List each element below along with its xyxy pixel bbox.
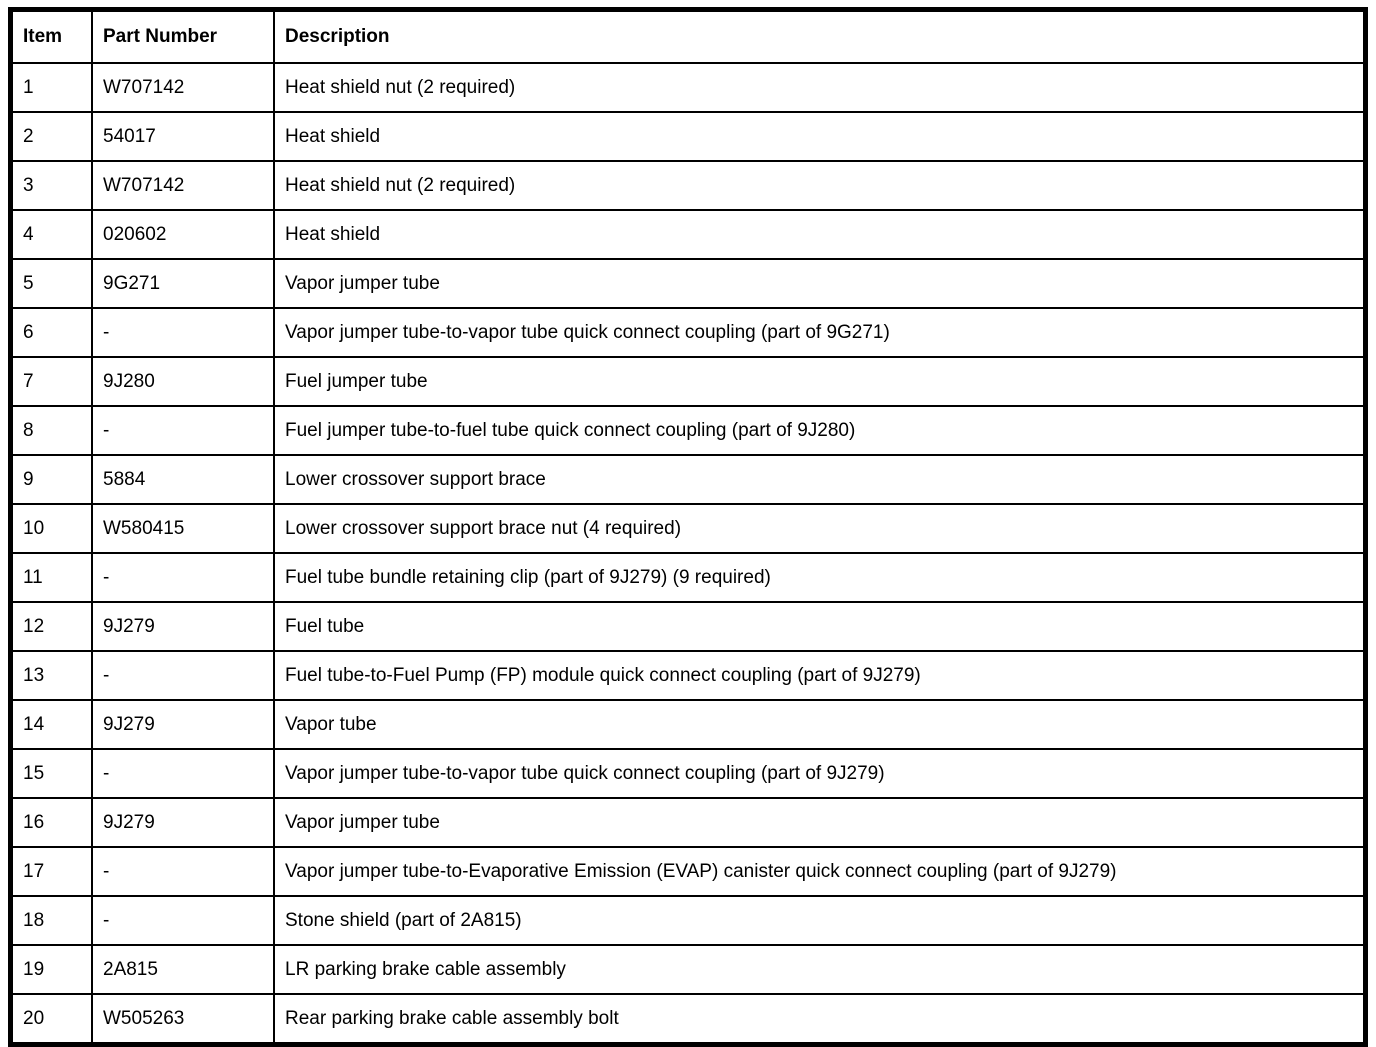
- part-number-cell: -: [92, 308, 274, 357]
- part-number-cell: -: [92, 406, 274, 455]
- table-row: [11, 112, 1366, 161]
- table-row: [11, 553, 1366, 602]
- header-item: Item: [11, 10, 93, 64]
- description-cell: Heat shield: [274, 210, 1366, 259]
- table-row: [11, 406, 1366, 455]
- table-row: [11, 749, 1366, 798]
- table-row: [11, 504, 1366, 553]
- table-row: [11, 798, 1366, 847]
- item-cell: 19: [11, 945, 93, 994]
- table-row: [11, 847, 1366, 896]
- part-number-cell: 020602: [92, 210, 274, 259]
- part-number-cell: 9G271: [92, 259, 274, 308]
- table-row: [11, 259, 1366, 308]
- parts-table: [8, 7, 1368, 1047]
- part-number-cell: 9J279: [92, 798, 274, 847]
- description-cell: Vapor jumper tube-to-vapor tube quick connect coupling (part of 9J279): [274, 749, 1366, 798]
- table-row: [11, 308, 1366, 357]
- header-row: [11, 10, 1366, 64]
- item-cell: 4: [11, 210, 93, 259]
- description-cell: Fuel tube-to-Fuel Pump (FP) module quick connect coupling (part of 9J279): [274, 651, 1366, 700]
- item-cell: 15: [11, 749, 93, 798]
- parts-table-head: [11, 10, 1366, 64]
- description-cell: Fuel jumper tube: [274, 357, 1366, 406]
- part-number-cell: 9J279: [92, 700, 274, 749]
- table-row: [11, 896, 1366, 945]
- description-cell: Heat shield nut (2 required): [274, 63, 1366, 112]
- table-row: [11, 651, 1366, 700]
- item-cell: 16: [11, 798, 93, 847]
- description-cell: Lower crossover support brace: [274, 455, 1366, 504]
- item-cell: 20: [11, 994, 93, 1045]
- description-cell: Rear parking brake cable assembly bolt: [274, 994, 1366, 1045]
- item-cell: 1: [11, 63, 93, 112]
- description-cell: Vapor jumper tube: [274, 259, 1366, 308]
- part-number-cell: W707142: [92, 161, 274, 210]
- part-number-cell: 2A815: [92, 945, 274, 994]
- part-number-cell: W580415: [92, 504, 274, 553]
- item-cell: 17: [11, 847, 93, 896]
- item-cell: 5: [11, 259, 93, 308]
- item-cell: 6: [11, 308, 93, 357]
- part-number-cell: -: [92, 749, 274, 798]
- header-description: Description: [274, 10, 1366, 64]
- item-cell: 10: [11, 504, 93, 553]
- description-cell: Heat shield: [274, 112, 1366, 161]
- description-cell: LR parking brake cable assembly: [274, 945, 1366, 994]
- part-number-cell: 9J279: [92, 602, 274, 651]
- description-cell: Vapor jumper tube-to-Evaporative Emission (EVAP) canister quick connect coupling (part of 9J279): [274, 847, 1366, 896]
- header-part-number: Part Number: [92, 10, 274, 64]
- description-cell: Stone shield (part of 2A815): [274, 896, 1366, 945]
- description-cell: Fuel jumper tube-to-fuel tube quick connect coupling (part of 9J280): [274, 406, 1366, 455]
- table-row: [11, 161, 1366, 210]
- description-cell: Fuel tube: [274, 602, 1366, 651]
- part-number-cell: -: [92, 847, 274, 896]
- item-cell: 2: [11, 112, 93, 161]
- part-number-cell: 9J280: [92, 357, 274, 406]
- part-number-cell: -: [92, 896, 274, 945]
- part-number-cell: W707142: [92, 63, 274, 112]
- description-cell: Lower crossover support brace nut (4 required): [274, 504, 1366, 553]
- item-cell: 12: [11, 602, 93, 651]
- description-cell: Fuel tube bundle retaining clip (part of 9J279) (9 required): [274, 553, 1366, 602]
- item-cell: 18: [11, 896, 93, 945]
- description-cell: Heat shield nut (2 required): [274, 161, 1366, 210]
- table-row: [11, 63, 1366, 112]
- item-cell: 11: [11, 553, 93, 602]
- table-row: [11, 357, 1366, 406]
- item-cell: 3: [11, 161, 93, 210]
- item-cell: 8: [11, 406, 93, 455]
- part-number-cell: -: [92, 651, 274, 700]
- table-row: [11, 602, 1366, 651]
- item-cell: 7: [11, 357, 93, 406]
- description-cell: Vapor jumper tube-to-vapor tube quick connect coupling (part of 9G271): [274, 308, 1366, 357]
- table-row: [11, 455, 1366, 504]
- item-cell: 14: [11, 700, 93, 749]
- item-cell: 13: [11, 651, 93, 700]
- item-cell: 9: [11, 455, 93, 504]
- table-row: [11, 700, 1366, 749]
- table-row: [11, 945, 1366, 994]
- part-number-cell: 54017: [92, 112, 274, 161]
- part-number-cell: W505263: [92, 994, 274, 1045]
- parts-table-body: [11, 63, 1366, 1045]
- description-cell: Vapor jumper tube: [274, 798, 1366, 847]
- part-number-cell: 5884: [92, 455, 274, 504]
- part-number-cell: -: [92, 553, 274, 602]
- table-row: [11, 210, 1366, 259]
- table-row: [11, 994, 1366, 1045]
- description-cell: Vapor tube: [274, 700, 1366, 749]
